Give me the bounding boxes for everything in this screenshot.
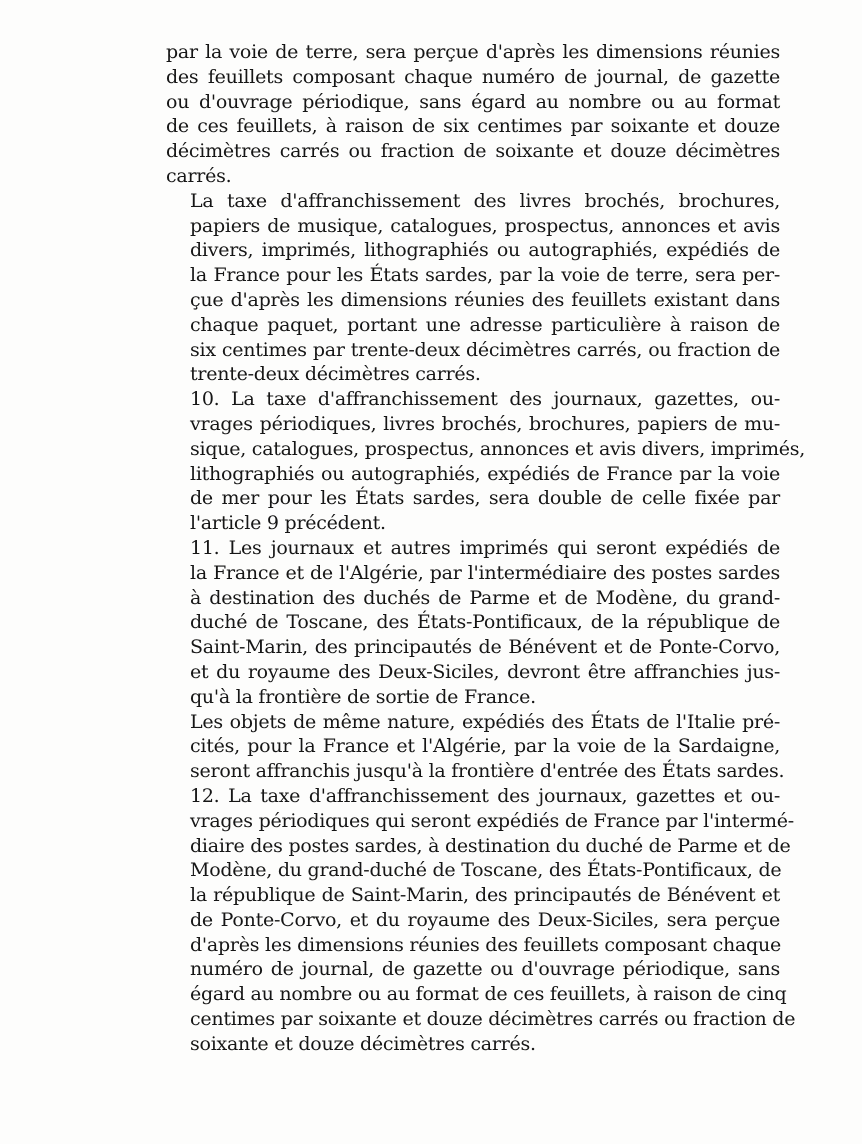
text-line: ou d'ouvrage périodique, sans égard au nombre ou au format [166, 90, 780, 113]
paragraph [166, 710, 785, 784]
text-line: trente-deux décimètres carrés. [190, 363, 481, 386]
text-line: vrages périodiques, livres brochés, brochures, papiers de mu- [190, 412, 780, 435]
body-text [166, 40, 805, 1057]
paragraph [166, 536, 780, 710]
text-line: de mer pour les États sardes, sera double de celle fixée par [190, 487, 780, 510]
text-line: vrages périodiques qui seront expédiés de France par l'intermé- [190, 809, 794, 832]
text-line: sique, catalogues, prospectus, annonces et avis divers, imprimés, [190, 437, 805, 460]
text-line: la France et de l'Algérie, par l'intermédiaire des postes sardes [190, 561, 780, 584]
text-line: qu'à la frontière de sortie de France. [190, 685, 536, 708]
text-line: la France pour les États sardes, par la voie de terre, sera per- [190, 264, 780, 287]
text-line: égard au nombre ou au format de ces feuillets, à raison de cinq [190, 983, 787, 1006]
text-line: et du royaume des Deux-Siciles, devront être affranchies jus- [190, 660, 780, 683]
text-line: centimes par soixante et douze décimètres carrés ou fraction de [190, 1008, 796, 1031]
text-line: par la voie de terre, sera perçue d'après les dimensions réunies [166, 41, 780, 63]
paragraph [166, 189, 780, 387]
text-line: d'après les dimensions réunies des feuillets composant chaque [190, 933, 781, 956]
text-line: diaire des postes sardes, à destination du duché de Parme et de [190, 834, 791, 857]
text-line: chaque paquet, portant une adresse particulière à raison de [190, 313, 780, 336]
text-line: duché de Toscane, des États-Pontificaux, de la république de [190, 611, 780, 634]
text-line: à destination des duchés de Parme et de Modène, du grand- [190, 586, 780, 609]
text-line: 12. La taxe d'affranchissement des journaux, gazettes et ou- [190, 784, 780, 807]
text-line: Saint-Marin, des principautés de Bénévent et de Ponte-Corvo, [190, 636, 780, 659]
text-line: cités, pour la France et l'Algérie, par la voie de la Sardaigne, [190, 735, 780, 758]
text-line: six centimes par trente-deux décimètres carrés, ou fraction de [190, 338, 780, 361]
text-line: seront affranchis jusqu'à la frontière d'entrée des États sardes. [190, 760, 785, 783]
paragraph [166, 784, 796, 1057]
text-line: lithographiés ou autographiés, expédiés de France par la voie [190, 462, 780, 485]
text-line: de Ponte-Corvo, et du royaume des Deux-Siciles, sera perçue [190, 908, 780, 931]
text-line: la république de Saint-Marin, des principautés de Bénévent et [190, 884, 780, 907]
text-line: çue d'après les dimensions réunies des feuillets existant dans [190, 288, 780, 311]
paragraph [166, 387, 805, 536]
text-line: papiers de musique, catalogues, prospectus, annonces et avis [190, 214, 780, 237]
text-line: Les objets de même nature, expédiés des États de l'Italie pré- [190, 710, 780, 733]
text-line: divers, imprimés, lithographiés ou autographiés, expédiés de [190, 239, 780, 262]
text-line: soixante et douze décimètres carrés. [190, 1032, 536, 1055]
text-line: numéro de journal, de gazette ou d'ouvrage périodique, sans [190, 958, 780, 981]
text-line: des feuillets composant chaque numéro de journal, de gazette [166, 65, 780, 88]
text-line: carrés. [166, 164, 232, 187]
text-line: 10. La taxe d'affranchissement des journaux, gazettes, ou- [190, 388, 780, 411]
paragraph [166, 40, 780, 189]
text-line: décimètres carrés ou fraction de soixante et douze décimètres [166, 140, 780, 163]
text-line: Modène, du grand-duché de Toscane, des États-Pontificaux, de [190, 859, 782, 882]
text-line: La taxe d'affranchissement des livres brochés, brochures, [190, 189, 780, 212]
text-line: l'article 9 précédent. [190, 512, 386, 535]
text-line: 11. Les journaux et autres imprimés qui seront expédiés de [190, 536, 780, 559]
text-line: de ces feuillets, à raison de six centimes par soixante et douze [166, 115, 780, 138]
